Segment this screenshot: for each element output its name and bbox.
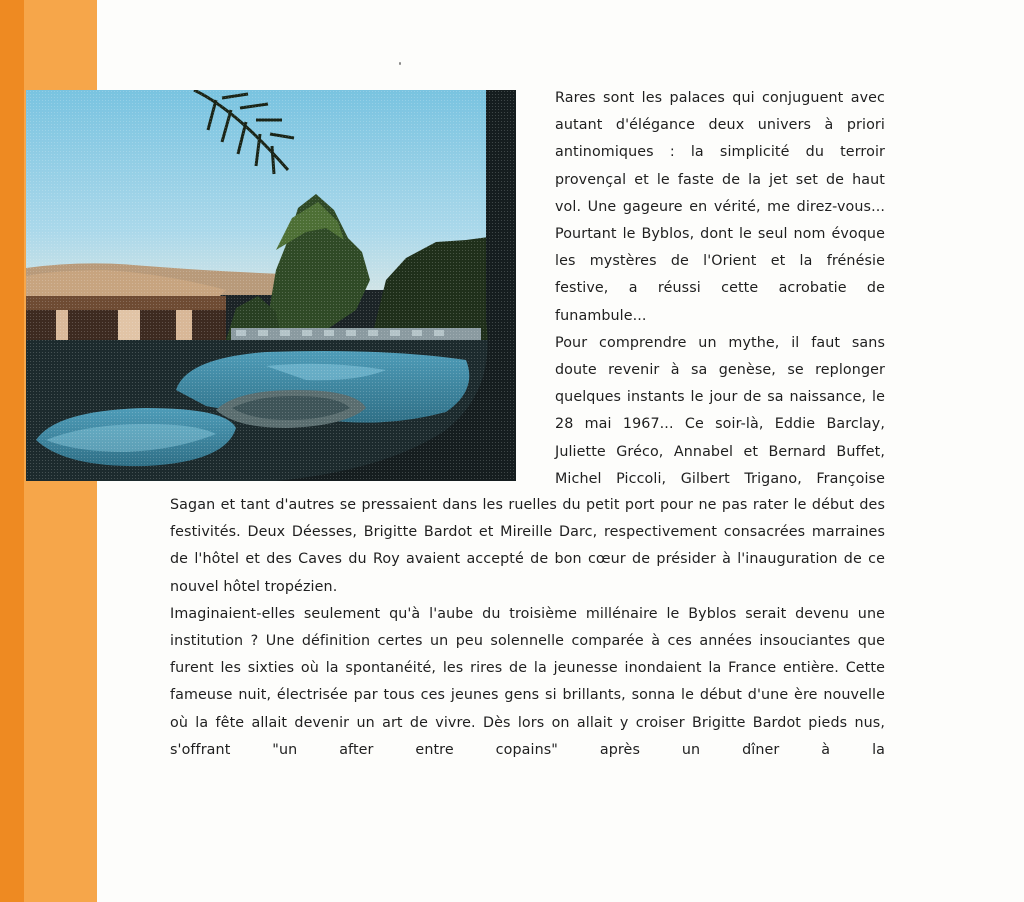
text-column-full [170, 492, 885, 764]
paragraph-genesis-start: Pour comprendre un mythe, il faut sans doute revenir à sa genèse, se replonger quelques instants le jour de sa naissance, le 28 mai 1967... Ce soir-là, Eddie Barclay, Juliette Gréco, Annabel et Bernard Buffet, Michel Piccoli, Gilbert Trigano, Françoise [555, 334, 885, 487]
hotel-pool-photo [26, 90, 516, 481]
print-speck [399, 62, 401, 65]
paragraph-genesis-end: Sagan et tant d'autres se pressaient dans les ruelles du petit port pour ne pas rater le début des festivités. Deux Déesses, Brigitte Bardot et Mireille Darc, respectivement consacrées marraines de l'hôtel et des Caves du Roy avaient accepté de bon cœur de présider à l'inauguration de ce nouvel hôtel tropézien. [170, 497, 885, 595]
paragraph-institution: Imaginaient-elles seulement qu'à l'aube du troisième millénaire le Byblos serait devenu une institution ? Une définition certes un peu solennelle comparée à ces années insouciantes que furent les sixties où la spontanéité, les rires de la jeunesse inondaient la France entière. Cette fameuse nuit, électrisée par tous ces jeunes gens si brillants, sonna le début d'une ère nouvelle où la fête allait devenir un art de vivre. Dès lors on allait y croiser Brigitte Bardot pieds nus, s'offrant "un after entre copains" après un dîner à la [170, 605, 885, 758]
paragraph-intro: Rares sont les palaces qui conjuguent avec autant d'élégance deux univers à priori antinomiques : la simplicité du terroir provençal et le faste de la jet set de haut vol. Une gageure en vérité, me direz-vous... Pourtant le Byblos, dont le seul nom évoque les mystères de l'Orient et la frénésie festive, a réussi cette acrobatie de funambule... [555, 90, 885, 324]
text-column-right [555, 85, 885, 493]
orange-edge-band [0, 0, 24, 902]
pool-scene-illustration [26, 90, 516, 481]
